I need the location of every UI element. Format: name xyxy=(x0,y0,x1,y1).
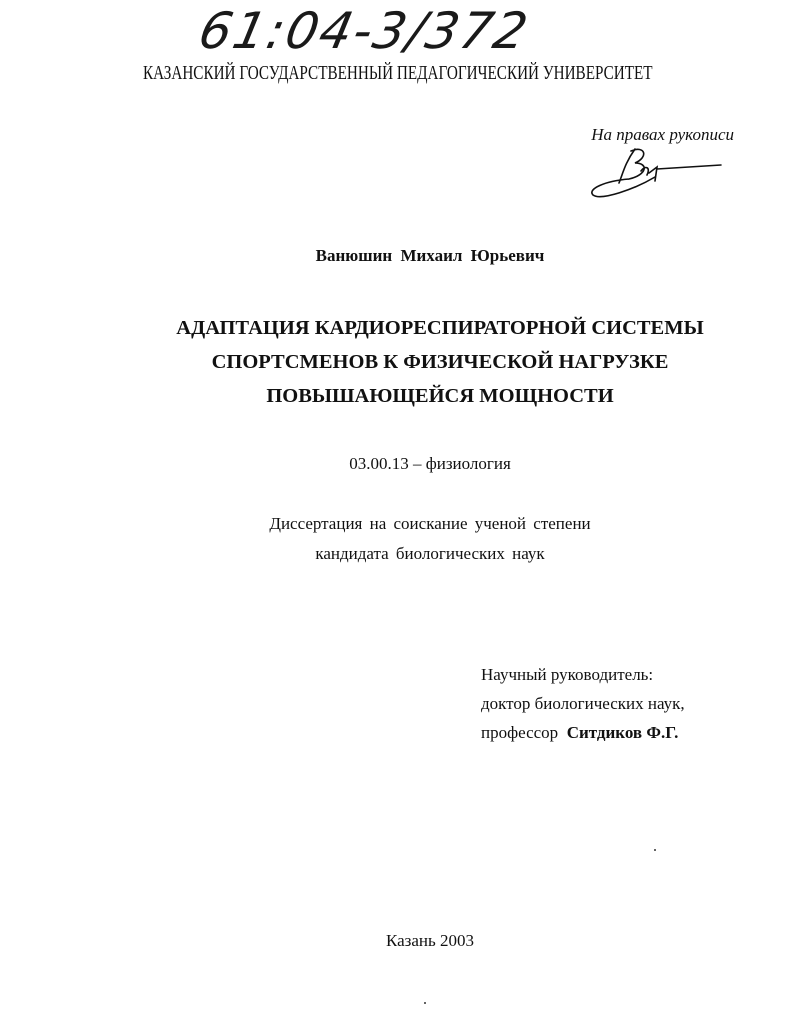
rights-note: На правах рукописи xyxy=(591,125,734,144)
supervisor-label: Научный руководитель: xyxy=(481,665,654,684)
scan-speck xyxy=(424,1002,426,1004)
university-name: КАЗАНСКИЙ ГОСУДАРСТВЕННЫЙ ПЕДАГОГИЧЕСКИЙ УНИВЕРСИТЕТ xyxy=(143,62,653,84)
specialty-code: 03.00.13 – физиология xyxy=(349,454,511,473)
supervisor-name: Ситдиков Ф.Г. xyxy=(566,723,679,742)
author-signature xyxy=(585,143,725,199)
archive-number-handwritten: 61:04-3/372 xyxy=(193,2,535,60)
author-name: Ванюшин Михаил Юрьевич xyxy=(315,246,545,265)
city-year: Казань 2003 xyxy=(385,931,475,950)
degree-line-2: кандидата биологических наук xyxy=(315,544,545,563)
degree-line-1: Диссертация на соискание ученой степени xyxy=(269,514,591,533)
supervisor-line xyxy=(481,723,678,743)
supervisor-degree: доктор биологических наук, xyxy=(481,694,685,713)
thesis-title-line-1: АДАПТАЦИЯ КАРДИОРЕСПИРАТОРНОЙ СИСТЕМЫ xyxy=(176,317,704,339)
scan-speck xyxy=(654,849,656,851)
thesis-title-line-3: ПОВЫШАЮЩЕЙСЯ МОЩНОСТИ xyxy=(266,385,614,407)
thesis-title-line-2: СПОРТСМЕНОВ К ФИЗИЧЕСКОЙ НАГРУЗКЕ xyxy=(211,351,669,373)
supervisor-title: профессор xyxy=(481,723,559,742)
